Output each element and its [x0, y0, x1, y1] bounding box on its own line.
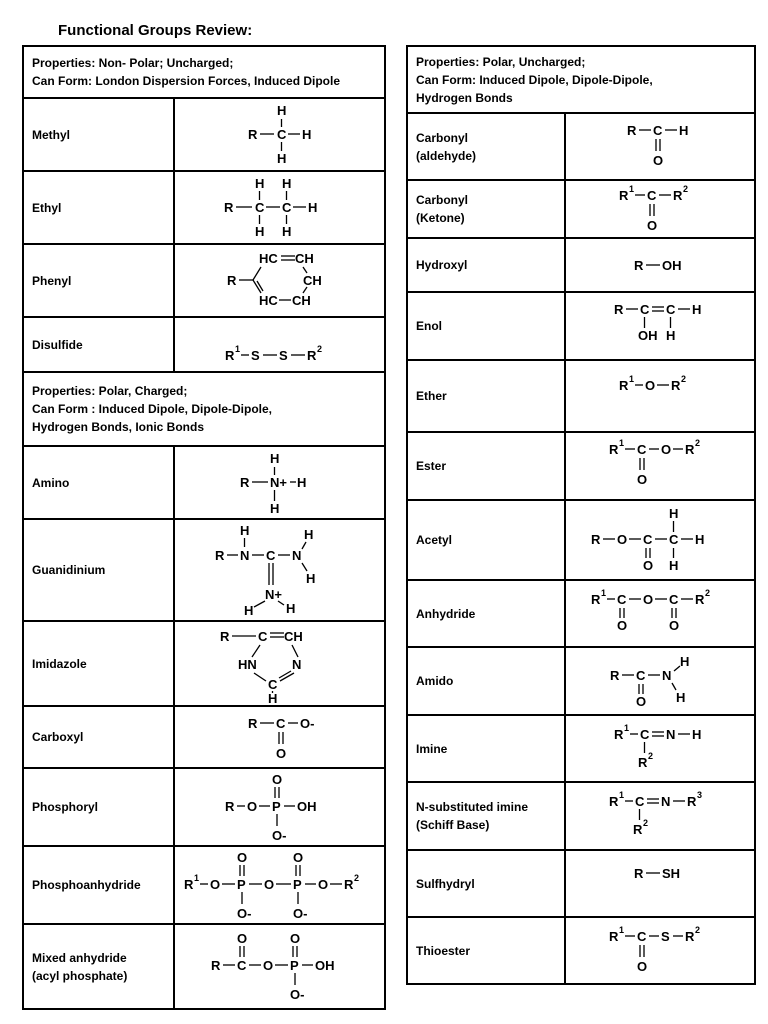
svg-text:1: 1 [629, 374, 635, 384]
header-line: Can Form: London Dispersion Forces, Induced Dipole [32, 74, 341, 88]
svg-text:OH: OH [314, 957, 334, 973]
svg-text:S: S [250, 347, 260, 363]
svg-text:H: H [669, 558, 679, 573]
group-name: Acetyl [407, 500, 565, 580]
svg-text:R: R [239, 474, 249, 490]
svg-text:O: O [669, 617, 680, 633]
svg-text:H: H [269, 450, 279, 466]
svg-text:C: C [640, 302, 650, 317]
svg-text:H: H [301, 126, 311, 142]
amino-structure [174, 446, 385, 519]
svg-text:2: 2 [695, 438, 701, 448]
svg-text:1: 1 [629, 184, 635, 194]
svg-text:R: R [183, 877, 193, 892]
svg-text:2: 2 [681, 374, 687, 384]
group-name: Carbonyl (Ketone) [407, 180, 565, 238]
svg-text:O: O [637, 958, 648, 974]
page-title: Functional Groups Review: [58, 22, 253, 39]
svg-text:R: R [210, 957, 220, 973]
group-name: Guanidinium [23, 519, 174, 621]
svg-text:C: C [281, 199, 291, 215]
svg-text:O-: O- [236, 906, 251, 921]
svg-text:O: O [653, 152, 664, 168]
enol-structure [565, 292, 755, 360]
svg-text:R: R [609, 928, 619, 944]
guanidinium-structure [174, 519, 385, 621]
imine-structure [565, 715, 755, 782]
group-name: Ethyl [23, 171, 174, 244]
svg-text:O: O [643, 558, 654, 573]
svg-text:R: R [343, 877, 353, 892]
ether-structure [565, 360, 755, 432]
amido-structure [565, 647, 755, 715]
svg-text:H: H [281, 223, 291, 239]
svg-text:OH: OH [638, 328, 658, 343]
svg-text:R: R [591, 532, 601, 547]
svg-text:H: H [679, 122, 689, 138]
svg-text:R: R [685, 928, 695, 944]
svg-text:2: 2 [353, 873, 359, 883]
svg-text:1: 1 [619, 790, 625, 800]
svg-text:CH: CH [302, 272, 322, 288]
svg-text:2: 2 [643, 818, 649, 828]
svg-text:R: R [224, 347, 234, 363]
group-name: Sulfhydryl [407, 850, 565, 917]
svg-text:N: N [291, 548, 301, 563]
svg-text:O: O [645, 378, 656, 393]
header-line: Can Form: Induced Dipole, Dipole-Dipole, [416, 72, 653, 87]
svg-text:R: R [591, 591, 601, 607]
svg-text:H: H [307, 199, 317, 215]
svg-text:C: C [669, 532, 679, 547]
schiff-base-structure [565, 782, 755, 850]
svg-text:C: C [275, 716, 285, 731]
svg-text:O-: O- [299, 716, 314, 731]
svg-text:R: R [619, 378, 629, 393]
group-name: N-substituted imine (Schiff Base) [407, 782, 565, 850]
svg-text:R: R [224, 799, 234, 814]
svg-text:H: H [243, 603, 253, 618]
header-line: Properties: Non- Polar; Uncharged; [32, 56, 234, 70]
group-name: Amino [23, 446, 174, 519]
svg-text:N+: N+ [264, 587, 282, 602]
svg-text:H: H [692, 726, 702, 742]
svg-text:OH: OH [296, 799, 316, 814]
hydroxyl-structure [565, 238, 755, 292]
svg-text:2: 2 [316, 343, 322, 354]
svg-text:O: O [209, 877, 220, 892]
phosphoryl-structure [174, 768, 385, 846]
svg-text:R: R [685, 442, 695, 457]
svg-text:N: N [666, 726, 676, 742]
svg-text:O: O [647, 218, 658, 233]
svg-text:O-: O- [289, 986, 304, 1002]
svg-text:HN: HN [237, 656, 257, 672]
svg-text:O: O [292, 850, 303, 865]
phenyl-structure [174, 244, 385, 317]
svg-text:O: O [661, 442, 672, 457]
group-name: Phosphoryl [23, 768, 174, 846]
svg-text:HC: HC [258, 250, 278, 266]
header-line: Properties: Polar, Uncharged; [416, 54, 586, 69]
svg-text:R: R [247, 126, 257, 142]
svg-text:H: H [254, 223, 264, 239]
group-name: Amido [407, 647, 565, 715]
svg-text:R: R [634, 865, 644, 881]
svg-text:P: P [236, 877, 246, 892]
svg-text:O: O [275, 746, 286, 761]
group-name: Enol [407, 292, 565, 360]
group-name: Carbonyl (aldehyde) [407, 113, 565, 180]
svg-text:H: H [666, 328, 676, 343]
right-groups-table [406, 45, 756, 985]
svg-text:R: R [687, 794, 697, 809]
svg-text:O: O [263, 877, 274, 892]
group-name: Imidazole [23, 621, 174, 706]
svg-text:1: 1 [234, 343, 240, 354]
svg-text:R: R [671, 378, 681, 393]
svg-text:H: H [285, 601, 295, 616]
svg-text:R: R [609, 442, 619, 457]
svg-text:2: 2 [705, 587, 711, 598]
svg-text:H: H [669, 506, 679, 521]
svg-text:R: R [609, 794, 619, 809]
svg-text:C: C [637, 442, 647, 457]
svg-text:C: C [643, 532, 653, 547]
section-header [23, 372, 385, 446]
svg-text:P: P [271, 799, 281, 814]
group-name: Imine [407, 715, 565, 782]
svg-text:R: R [610, 668, 620, 683]
svg-text:O: O [617, 617, 628, 633]
svg-text:C: C [617, 591, 627, 607]
svg-text:H: H [296, 474, 306, 490]
svg-text:O: O [289, 930, 300, 946]
svg-text:R: R [226, 272, 236, 288]
group-name: Phosphoanhydride [23, 846, 174, 924]
header-line: Properties: Polar, Charged; [32, 384, 188, 398]
carboxyl-structure [174, 706, 385, 768]
phosphoanhydride-structure [174, 846, 385, 924]
svg-text:H: H [267, 690, 277, 705]
header-line: Hydrogen Bonds, Ionic Bonds [32, 420, 205, 434]
svg-text:C: C [635, 794, 645, 809]
thioester-structure [565, 917, 755, 984]
svg-text:O: O [643, 591, 654, 607]
svg-text:C: C [236, 957, 246, 973]
svg-text:SH: SH [662, 865, 681, 881]
group-name: Disulfide [23, 317, 174, 372]
svg-text:C: C [636, 668, 646, 683]
group-name: Methyl [23, 98, 174, 171]
mixed-anhydride-structure [174, 924, 385, 1009]
svg-text:C: C [637, 928, 647, 944]
svg-text:C: C [276, 126, 286, 142]
left-groups-table [22, 45, 386, 1010]
svg-text:H: H [692, 302, 702, 317]
svg-text:C: C [267, 676, 277, 692]
sulfhydryl-structure [565, 850, 755, 917]
svg-text:C: C [647, 188, 657, 203]
anhydride-structure [565, 580, 755, 647]
group-name: Ether [407, 360, 565, 432]
svg-text:O: O [317, 877, 328, 892]
svg-text:H: H [276, 150, 286, 166]
svg-text:R: R [633, 822, 643, 837]
svg-text:R: R [614, 726, 624, 742]
methyl-structure [174, 98, 385, 171]
svg-text:O: O [617, 532, 628, 547]
svg-text:N+: N+ [269, 474, 287, 490]
svg-text:R: R [306, 347, 316, 363]
group-name: Carboxyl [23, 706, 174, 768]
svg-text:1: 1 [601, 587, 607, 598]
group-name: Ester [407, 432, 565, 500]
svg-text:1: 1 [619, 438, 625, 448]
group-name: Phenyl [23, 244, 174, 317]
group-name: Thioester [407, 917, 565, 984]
svg-text:H: H [303, 527, 313, 542]
svg-text:R: R [247, 716, 257, 731]
svg-text:R: R [634, 258, 644, 273]
svg-text:CH: CH [291, 292, 311, 308]
group-name: Mixed anhydride (acyl phosphate) [23, 924, 174, 1009]
group-name: Anhydride [407, 580, 565, 647]
svg-text:R: R [219, 628, 229, 644]
ketone-structure [565, 180, 755, 238]
acetyl-structure [565, 500, 755, 580]
svg-text:O: O [236, 930, 247, 946]
svg-text:R: R [627, 122, 637, 138]
svg-text:H: H [281, 175, 291, 191]
svg-text:P: P [289, 957, 299, 973]
svg-text:R: R [223, 199, 233, 215]
svg-text:C: C [666, 302, 676, 317]
svg-text:N: N [661, 794, 671, 809]
svg-text:O: O [236, 850, 247, 865]
svg-text:H: H [239, 523, 249, 538]
svg-text:H: H [276, 102, 286, 118]
header-line: Hydrogen Bonds [416, 90, 513, 105]
svg-text:O: O [636, 694, 647, 709]
svg-text:2: 2 [695, 924, 701, 935]
svg-text:C: C [254, 199, 264, 215]
svg-text:O: O [262, 957, 273, 973]
svg-text:R: R [214, 548, 224, 563]
svg-text:2: 2 [648, 750, 654, 761]
svg-text:O-: O- [271, 828, 286, 843]
header-line: Can Form : Induced Dipole, Dipole-Dipole, [32, 402, 273, 416]
svg-text:H: H [676, 690, 686, 705]
svg-text:C: C [640, 726, 650, 742]
svg-text:C: C [265, 548, 275, 563]
section-header [23, 46, 385, 98]
svg-text:N: N [239, 548, 249, 563]
svg-text:R: R [638, 754, 648, 770]
svg-text:OH: OH [662, 258, 682, 273]
svg-text:2: 2 [683, 184, 689, 194]
svg-text:S: S [661, 928, 670, 944]
ethyl-structure [174, 171, 385, 244]
svg-text:CH: CH [294, 250, 314, 266]
svg-text:1: 1 [193, 873, 199, 883]
svg-text:R: R [614, 302, 624, 317]
svg-text:H: H [695, 532, 705, 547]
svg-text:O-: O- [292, 906, 307, 921]
svg-text:HC: HC [258, 292, 278, 308]
svg-text:H: H [680, 654, 690, 669]
svg-text:P: P [292, 877, 302, 892]
svg-text:O: O [637, 472, 648, 487]
disulfide-structure [174, 317, 385, 372]
imidazole-structure [174, 621, 385, 706]
group-name: Hydroxyl [407, 238, 565, 292]
svg-text:1: 1 [624, 722, 630, 733]
svg-text:R: R [619, 188, 629, 203]
svg-text:R: R [673, 188, 683, 203]
aldehyde-structure [565, 113, 755, 180]
svg-text:O: O [271, 772, 282, 787]
svg-text:3: 3 [697, 790, 703, 800]
svg-text:H: H [269, 500, 279, 516]
ester-structure [565, 432, 755, 500]
svg-text:H: H [254, 175, 264, 191]
svg-text:C: C [257, 628, 267, 644]
svg-text:O: O [246, 799, 257, 814]
svg-text:N: N [662, 668, 672, 683]
svg-text:CH: CH [283, 628, 303, 644]
svg-text:R: R [695, 591, 705, 607]
svg-text:N: N [291, 656, 301, 672]
svg-text:C: C [653, 122, 663, 138]
section-header [407, 46, 755, 113]
svg-text:H: H [305, 571, 315, 586]
svg-text:C: C [669, 591, 679, 607]
svg-text:1: 1 [619, 924, 625, 935]
svg-text:S: S [278, 347, 288, 363]
